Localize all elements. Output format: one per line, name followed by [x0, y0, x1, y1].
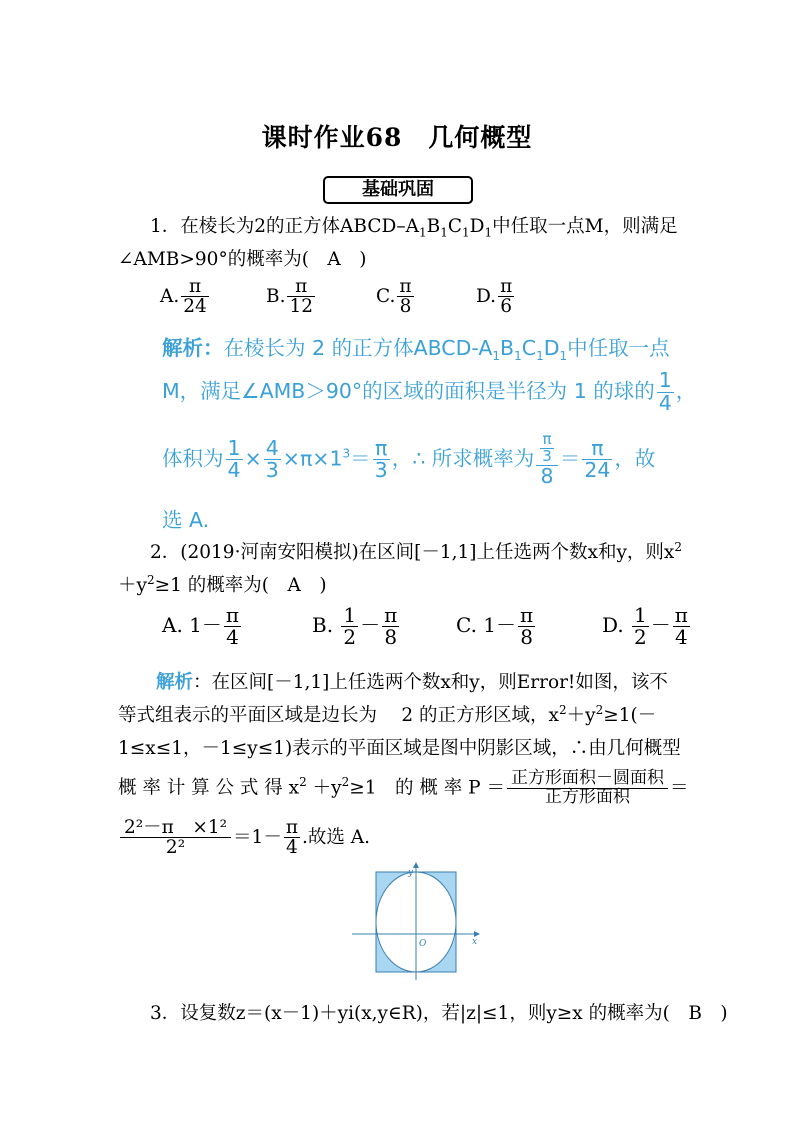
q2-option-a: A. 1－ $\frac{\pi}{4}$	[162, 603, 240, 649]
q2-analysis-line4: 概 率 计 算 公 式 得 $x^2 +y^2\ge 1$ 的 概 率 P ＝ $\frac{\text{正方形面积－圆面积}}{\text{正方形面积}}$ ＝	[118, 768, 689, 807]
q1-option-a: A. $\frac{\pi}{24}$	[160, 276, 207, 318]
q2-analysis-line2: 等式组表示的平面区域是边长为 2 的正方形区域，$x^2+y^2\ge 1(-$	[118, 702, 657, 726]
q1-option-b: B. $\frac{\pi}{12}$	[266, 276, 314, 318]
origin-label: O	[419, 939, 427, 949]
section-badge	[323, 176, 473, 204]
q1-analysis-line4: 选 A.	[162, 508, 210, 532]
q1-option-d: D. $\frac{\pi}{6}$	[476, 276, 513, 318]
y-axis-arrow-icon	[413, 862, 419, 868]
q1-option-c: C. $\frac{\pi}{8}$	[376, 276, 412, 318]
q2-analysis-line5: $\frac{\text{2²－π ×1²}}{\text{2²}}$ ＝1－ $\frac{\pi}{4}$ .故选 A.	[118, 818, 370, 858]
q2-option-c: C. 1－ $\frac{\pi}{8}$	[456, 603, 534, 649]
q2-stem-line2: $+y^2\ge 1$ 的概率为( A )	[118, 572, 327, 596]
q2-analysis-line1: 解析：在区间[－1,1]上任选两个数x和y，则Error!如图，该不	[156, 672, 668, 693]
q3-stem: 3．设复数z＝(x－1)＋yi(x,y∈R)，若|z|≤1，则y≥x 的概率为( B )	[150, 1003, 728, 1024]
q1-stem-line2: ∠AMB>90°的概率为( A )	[118, 249, 367, 270]
q1-stem-line1: 1．在棱长为2的正方体ABCD–$A_1B_1C_1D_1$中任取一点M，则满足	[150, 216, 678, 240]
q2-option-d: D. $\frac{1}{2}$ － $\frac{\pi}{4}$	[602, 603, 688, 649]
q2-stem-line1: 2．(2019·河南安阳模拟)在区间[－1,1]上任选两个数x和y，则$x^2$	[150, 539, 682, 563]
q1-analysis-line3: 体积为 $\frac{1}{4}$ × $\frac{4}{3}$ $\times\pi\times 1^3=$ $\frac{\pi}{3}$ ，∴ 所求概率为 $\frac{\frac{\pi}{3}}{8}$ ＝ $\frac{\pi}{24}$ ，故	[162, 430, 656, 488]
q2-analysis-line3: 1≤x≤1，－1≤y≤1)表示的平面区域是图中阴影区域，∴由几何概型	[118, 738, 681, 759]
square-circle-figure	[340, 862, 490, 982]
q2-option-b: B. $\frac{1}{2}$ － $\frac{\pi}{8}$	[312, 603, 398, 649]
q1-analysis-line1: 解析：在棱长为 2 的正方体ABCD-$A_1B_1C_1D_1$中任取一点	[162, 336, 670, 364]
page-title: 课时作业68 几何概型	[261, 123, 533, 152]
x-axis-label: x	[472, 937, 478, 947]
section-badge-label: 基础巩固	[362, 179, 434, 200]
q1-analysis-line2: M，满足∠AMB＞90°的区域的面积是半径为 1 的球的 $\frac{1}{4}$ ，	[162, 368, 697, 415]
y-axis-label: y	[408, 868, 414, 878]
